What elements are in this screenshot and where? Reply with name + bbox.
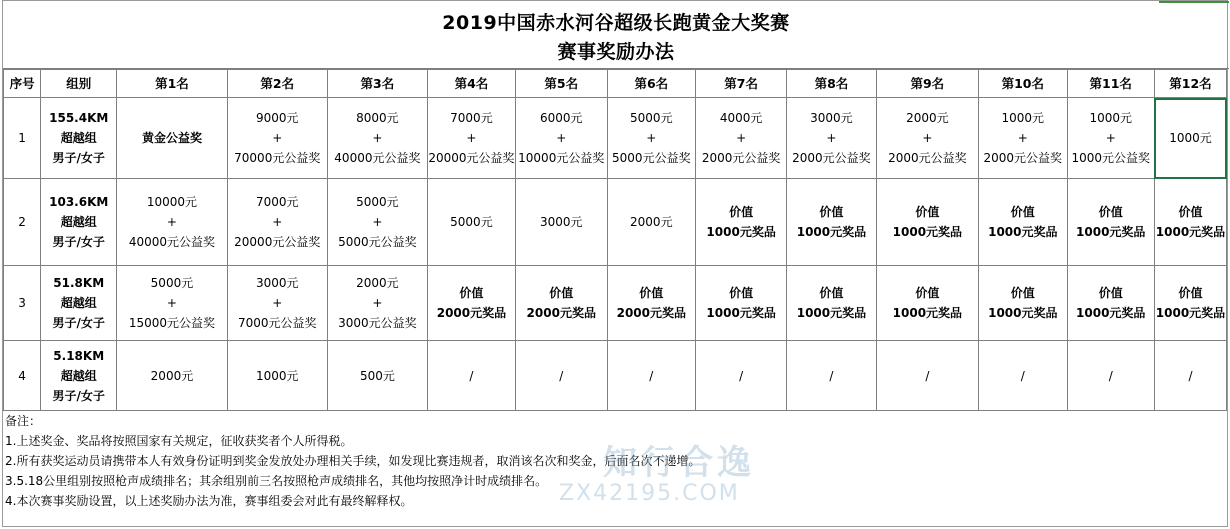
prize-line: 7000元	[255, 195, 299, 209]
prize-line: /	[1020, 368, 1025, 383]
prize-line: 5000元	[150, 276, 194, 290]
group-line: 超越组	[60, 368, 97, 383]
prize-cell[interactable]	[876, 266, 979, 341]
spreadsheet-sheet	[2, 0, 1228, 527]
prize-line: 1000元奖品	[1155, 306, 1226, 320]
prize-cell[interactable]	[696, 179, 787, 266]
prize-cell[interactable]	[876, 179, 979, 266]
group-line: 155.4KM	[49, 111, 109, 125]
prize-cell[interactable]	[327, 179, 427, 266]
prize-cell[interactable]	[227, 179, 327, 266]
prize-cell[interactable]	[227, 341, 327, 411]
note-item-3: 3.5.18公里组别按照枪声成绩排名；其余组别前三名按照枪声成绩排名，其他均按照净计时成绩排名。	[5, 474, 548, 488]
prize-line: 1000元奖品	[706, 225, 776, 239]
prize-line: 价值	[1178, 205, 1203, 219]
prize-line: 1000元奖品	[796, 306, 867, 320]
prize-line: +	[372, 296, 383, 310]
prize-line: 1000元	[1089, 111, 1132, 125]
prize-line: 20000元公益奖	[234, 235, 321, 249]
prize-line: 2000元	[906, 111, 949, 125]
prize-line: 6000元	[539, 111, 583, 125]
prize-line: 7000元公益奖	[237, 316, 317, 330]
header-cell[interactable]: 第12名	[1154, 70, 1226, 98]
header-cell[interactable]: 第8名	[787, 70, 876, 98]
prize-cell[interactable]	[696, 98, 787, 179]
prize-line: +	[826, 131, 837, 145]
prize-line: 5000元	[450, 215, 493, 229]
prize-cell[interactable]	[876, 341, 979, 411]
prize-line: 1000元奖品	[706, 306, 776, 320]
prize-line: 2000元公益奖	[792, 151, 871, 165]
group-line: 超越组	[60, 296, 97, 310]
table-row	[4, 98, 1227, 179]
prize-cell[interactable]	[1067, 98, 1154, 179]
prize-line: 2000元奖品	[616, 306, 687, 320]
prize-line: 价值	[459, 286, 484, 300]
prize-cell[interactable]	[117, 266, 227, 341]
event-title: 2019中国赤水河谷超级长跑黄金大奖赛	[442, 12, 790, 34]
prize-line: 2000元公益奖	[983, 151, 1063, 165]
prize-cell[interactable]	[876, 98, 979, 179]
header-cell[interactable]: 第10名	[979, 70, 1067, 98]
table-row	[4, 341, 1227, 411]
prize-line: +	[166, 296, 177, 310]
prize-line: 价值	[729, 205, 754, 219]
prize-line: 价值	[639, 286, 664, 300]
prize-cell[interactable]	[696, 341, 787, 411]
prize-line: +	[736, 131, 747, 145]
header-cell[interactable]: 组别	[41, 70, 117, 98]
prize-cell[interactable]	[979, 98, 1067, 179]
table-row	[4, 266, 1227, 341]
row-number-cell[interactable]: 3	[4, 266, 41, 341]
prize-line: 价值	[1098, 205, 1123, 219]
prize-line: 价值	[1010, 286, 1035, 300]
prize-line: 价值	[1178, 286, 1203, 300]
row-number-cell[interactable]: 1	[4, 98, 41, 179]
prize-cell[interactable]	[515, 266, 607, 341]
prize-line: +	[166, 215, 177, 229]
group-line: 男子/女子	[52, 316, 105, 330]
prize-line: 价值	[729, 286, 754, 300]
prize-line: +	[466, 131, 477, 145]
prize-line: 40000元公益奖	[334, 151, 421, 165]
prize-line: /	[925, 368, 930, 383]
prize-cell[interactable]	[427, 98, 515, 179]
group-line: 超越组	[60, 215, 97, 229]
header-cell[interactable]: 第4名	[427, 70, 515, 98]
prize-line: +	[272, 131, 283, 145]
prize-cell[interactable]	[327, 341, 427, 411]
header-cell[interactable]: 序号	[4, 70, 41, 98]
prize-line: 价值	[1010, 205, 1035, 219]
prize-line: +	[556, 131, 567, 145]
prize-cell[interactable]	[1154, 98, 1226, 179]
prize-line: 5000元	[630, 111, 673, 125]
prize-line: +	[372, 131, 383, 145]
prize-table-body	[4, 70, 1227, 411]
prize-line: 9000元	[255, 111, 299, 125]
header-cell[interactable]: 第9名	[876, 70, 979, 98]
prize-line: 价值	[549, 286, 574, 300]
prize-cell[interactable]	[515, 341, 607, 411]
header-cell[interactable]: 第3名	[327, 70, 427, 98]
watermark-url: ZX42195.COM	[559, 481, 740, 506]
title-area	[3, 1, 1229, 69]
prize-cell[interactable]	[696, 266, 787, 341]
prize-line: /	[469, 368, 474, 383]
prize-line: 10000元	[146, 195, 198, 209]
prize-line: 2000元	[630, 215, 673, 229]
prize-table	[3, 69, 1227, 411]
prize-line: 2000元奖品	[526, 306, 596, 320]
prize-line: 20000元公益奖	[428, 151, 515, 165]
prize-line: 4000元	[719, 111, 763, 125]
prize-line: 3000元	[255, 276, 299, 290]
prize-line: 8000元	[356, 111, 399, 125]
prize-line: /	[559, 368, 564, 383]
group-cell[interactable]	[41, 179, 117, 266]
prize-line: 黄金公益奖	[141, 131, 202, 145]
group-cell[interactable]	[41, 341, 117, 411]
prize-line: 1000元奖品	[1155, 225, 1226, 239]
prize-line: 价值	[1098, 286, 1123, 300]
prize-cell[interactable]	[117, 341, 227, 411]
prize-cell[interactable]	[1154, 266, 1226, 341]
prize-cell[interactable]	[227, 98, 327, 179]
prize-line: 价值	[819, 205, 844, 219]
prize-line: 1000元	[255, 368, 299, 383]
prize-cell[interactable]	[979, 179, 1067, 266]
group-line: 男子/女子	[52, 151, 105, 165]
prize-cell[interactable]	[607, 179, 695, 266]
document-subtitle: 赛事奖励办法	[557, 41, 675, 63]
prize-line: 2000元	[150, 368, 194, 383]
group-cell[interactable]	[41, 98, 117, 179]
prize-cell[interactable]	[607, 98, 695, 179]
prize-line: 1000元	[1001, 111, 1045, 125]
prize-line: /	[649, 368, 654, 383]
prize-cell[interactable]	[979, 341, 1067, 411]
prize-line: 价值	[915, 205, 940, 219]
table-row	[4, 179, 1227, 266]
prize-line: 70000元公益奖	[234, 151, 321, 165]
prize-line: +	[272, 215, 283, 229]
prize-line: 15000元公益奖	[128, 316, 216, 330]
note-item-1: 1.上述奖金、奖品将按照国家有关规定，征收获奖者个人所得税。	[5, 434, 353, 448]
group-line: 103.6KM	[49, 195, 109, 209]
prize-line: 40000元公益奖	[128, 235, 216, 249]
prize-line: 1000元奖品	[1076, 306, 1146, 320]
prize-line: 1000元奖品	[988, 306, 1058, 320]
prize-cell[interactable]	[607, 266, 695, 341]
prize-cell[interactable]	[227, 266, 327, 341]
prize-line: 1000元奖品	[988, 225, 1058, 239]
prize-cell[interactable]	[787, 98, 876, 179]
header-cell[interactable]: 第5名	[515, 70, 607, 98]
note-item-4: 4.本次赛事奖励设置，以上述奖励办法为准，赛事组委会对此有最终解释权。	[5, 494, 413, 508]
prize-cell[interactable]	[427, 179, 515, 266]
header-cell[interactable]: 第1名	[117, 70, 227, 98]
prize-line: 2000元公益奖	[888, 151, 967, 165]
group-line: 男子/女子	[52, 388, 105, 403]
group-cell[interactable]	[41, 266, 117, 341]
prize-line: +	[272, 296, 283, 310]
prize-line: 2000元奖品	[436, 306, 507, 320]
prize-cell[interactable]	[787, 179, 876, 266]
prize-cell[interactable]	[327, 98, 427, 179]
prize-cell[interactable]	[117, 98, 227, 179]
group-line: 5.18KM	[53, 348, 105, 363]
prize-cell[interactable]	[1154, 179, 1226, 266]
prize-line: +	[1105, 131, 1116, 145]
prize-line: 1000元奖品	[892, 306, 963, 320]
prize-cell[interactable]	[117, 179, 227, 266]
group-line: 男子/女子	[52, 235, 105, 249]
prize-cell[interactable]	[979, 266, 1067, 341]
prize-line: 2000元公益奖	[701, 151, 781, 165]
prize-cell[interactable]	[515, 98, 607, 179]
prize-line: +	[922, 131, 933, 145]
header-cell[interactable]: 第7名	[696, 70, 787, 98]
watermark-text: 知行合逸	[603, 443, 755, 483]
row-number-cell[interactable]: 4	[4, 341, 41, 411]
prize-cell[interactable]	[1154, 341, 1226, 411]
header-row	[4, 70, 1227, 98]
prize-line: 价值	[915, 286, 940, 300]
prize-line: 1000元奖品	[892, 225, 963, 239]
prize-cell[interactable]	[607, 341, 695, 411]
note-item-2: 2.所有获奖运动员请携带本人有效身份证明到奖金发放处办理相关手续，如发现比赛违规者，取消该名次和奖金，后面名次不递增。	[5, 454, 701, 468]
prize-cell[interactable]	[427, 266, 515, 341]
prize-line: +	[372, 215, 383, 229]
prize-cell[interactable]	[1067, 341, 1154, 411]
prize-cell[interactable]	[327, 266, 427, 341]
prize-line: 5000元公益奖	[612, 151, 691, 165]
notes-section	[5, 411, 1225, 511]
prize-cell[interactable]	[787, 341, 876, 411]
prize-line: 7000元	[450, 111, 493, 125]
prize-line: 1000元公益奖	[1071, 151, 1150, 165]
group-line: 51.8KM	[53, 276, 105, 290]
prize-line: 3000元	[810, 111, 853, 125]
prize-line: 5000元	[356, 195, 399, 209]
header-cell[interactable]: 第2名	[227, 70, 327, 98]
prize-line: 3000元	[539, 215, 583, 229]
prize-line: 价值	[819, 286, 844, 300]
prize-line: 10000元公益奖	[518, 151, 605, 165]
prize-line: /	[1108, 368, 1113, 383]
prize-cell[interactable]	[427, 341, 515, 411]
prize-line: /	[1188, 368, 1193, 383]
header-cell[interactable]: 第11名	[1067, 70, 1154, 98]
row-number-cell[interactable]: 2	[4, 179, 41, 266]
prize-line: 2000元	[356, 276, 399, 290]
prize-line: 500元	[359, 368, 395, 383]
prize-line: 1000元奖品	[796, 225, 867, 239]
prize-line: 1000元奖品	[1076, 225, 1146, 239]
prize-cell[interactable]	[787, 266, 876, 341]
prize-line: 1000元	[1169, 131, 1212, 145]
prize-line: +	[646, 131, 657, 145]
prize-cell[interactable]	[1067, 179, 1154, 266]
prize-cell[interactable]	[515, 179, 607, 266]
group-line: 超越组	[60, 131, 97, 145]
header-cell[interactable]: 第6名	[607, 70, 695, 98]
notes-heading: 备注：	[5, 414, 42, 428]
prize-line: /	[739, 368, 744, 383]
selection-indicator	[1159, 1, 1229, 3]
prize-line: +	[1017, 131, 1028, 145]
prize-line: /	[829, 368, 834, 383]
prize-line: 5000元公益奖	[338, 235, 417, 249]
prize-cell[interactable]	[1067, 266, 1154, 341]
prize-line: 3000元公益奖	[338, 316, 417, 330]
